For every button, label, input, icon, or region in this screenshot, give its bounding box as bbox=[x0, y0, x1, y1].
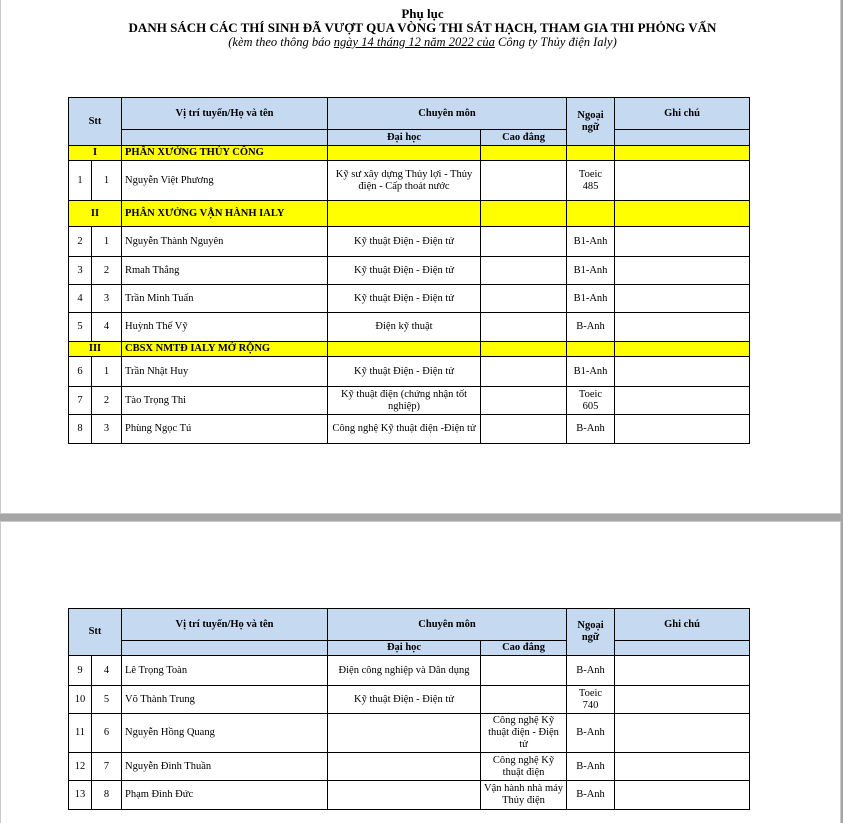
row-sub-number: 7 bbox=[92, 753, 122, 781]
university-specialty: Kỹ thuật Điện - Điện tử bbox=[328, 227, 481, 257]
note bbox=[615, 257, 750, 285]
note bbox=[615, 227, 750, 257]
row-sub-number: 2 bbox=[92, 387, 122, 415]
section-roman-numeral: II bbox=[69, 201, 122, 227]
section-blank bbox=[328, 201, 481, 227]
section-roman-numeral: III bbox=[69, 342, 122, 357]
candidates-table-page-1 bbox=[68, 97, 750, 444]
header-specialty: Chuyên môn bbox=[328, 609, 567, 641]
foreign-language: B-Anh bbox=[567, 313, 615, 342]
college-specialty bbox=[481, 227, 567, 257]
row-number: 1 bbox=[69, 161, 92, 201]
note bbox=[615, 714, 750, 753]
note bbox=[615, 656, 750, 686]
university-specialty: Kỹ sư xây dựng Thủy lợi - Thủy điện - Cấp thoát nước bbox=[328, 161, 481, 201]
section-blank bbox=[567, 146, 615, 161]
table-row bbox=[69, 686, 750, 714]
college-specialty: Công nghệ Kỹ thuật điện - Điện tử bbox=[481, 714, 567, 753]
subtitle-part1: (kèm theo thông báo bbox=[228, 35, 334, 49]
table-row bbox=[69, 415, 750, 444]
college-specialty bbox=[481, 285, 567, 313]
row-sub-number: 2 bbox=[92, 257, 122, 285]
row-sub-number: 3 bbox=[92, 285, 122, 313]
table-row bbox=[69, 781, 750, 810]
header-specialty: Chuyên môn bbox=[328, 98, 567, 130]
header-college: Cao đẳng bbox=[481, 641, 567, 656]
row-number: 13 bbox=[69, 781, 92, 810]
section-blank bbox=[328, 342, 481, 357]
foreign-language: B-Anh bbox=[567, 714, 615, 753]
section-roman-numeral: I bbox=[69, 146, 122, 161]
university-specialty: Kỹ thuật Điện - Điện tử bbox=[328, 686, 481, 714]
section-blank bbox=[481, 201, 567, 227]
row-number: 4 bbox=[69, 285, 92, 313]
college-specialty bbox=[481, 387, 567, 415]
section-blank bbox=[615, 146, 750, 161]
header-position-name: Vị trí tuyển/Họ và tên bbox=[122, 98, 328, 130]
university-specialty: Kỹ thuật Điện - Điện tử bbox=[328, 257, 481, 285]
foreign-language: Toeic 740 bbox=[567, 686, 615, 714]
table-row bbox=[69, 387, 750, 415]
section-blank bbox=[567, 201, 615, 227]
document-title: DANH SÁCH CÁC THÍ SINH ĐÃ VƯỢT QUA VÒNG THI SÁT HẠCH, THAM GIA THI PHỎNG VẤN bbox=[128, 20, 717, 35]
candidate-name: Trần Minh Tuấn bbox=[122, 285, 328, 313]
table-subheader-row bbox=[69, 130, 750, 146]
candidate-name: Nguyễn Thành Nguyên bbox=[122, 227, 328, 257]
university-specialty bbox=[328, 714, 481, 753]
university-specialty bbox=[328, 753, 481, 781]
foreign-language: B-Anh bbox=[567, 415, 615, 444]
row-sub-number: 8 bbox=[92, 781, 122, 810]
note bbox=[615, 781, 750, 810]
header-position-name: Vị trí tuyển/Họ và tên bbox=[122, 609, 328, 641]
header-stt: Stt bbox=[69, 609, 122, 656]
foreign-language: B-Anh bbox=[567, 753, 615, 781]
row-number: 6 bbox=[69, 357, 92, 387]
section-name: PHÂN XƯỞNG VẬN HÀNH IALY bbox=[122, 201, 328, 227]
table-row bbox=[69, 257, 750, 285]
header-university: Đại học bbox=[328, 641, 481, 656]
note bbox=[615, 161, 750, 201]
candidate-name: Phạm Đình Đức bbox=[122, 781, 328, 810]
document-subtitle bbox=[1, 35, 843, 49]
university-specialty: Kỹ thuật điện (chứng nhận tốt nghiệp) bbox=[328, 387, 481, 415]
university-specialty: Điện công nghiệp và Dân dụng bbox=[328, 656, 481, 686]
candidate-name: Tào Trọng Thi bbox=[122, 387, 328, 415]
candidate-name: Trần Nhật Huy bbox=[122, 357, 328, 387]
row-sub-number: 4 bbox=[92, 313, 122, 342]
note bbox=[615, 357, 750, 387]
header-college: Cao đẳng bbox=[481, 130, 567, 146]
subtitle-underlined: ngày 14 tháng 12 năm 2022 của bbox=[333, 35, 495, 49]
college-specialty bbox=[481, 656, 567, 686]
candidate-name: Lê Trọng Toàn bbox=[122, 656, 328, 686]
foreign-language: B1-Anh bbox=[567, 257, 615, 285]
foreign-language: Toeic 485 bbox=[567, 161, 615, 201]
college-specialty bbox=[481, 357, 567, 387]
row-number: 2 bbox=[69, 227, 92, 257]
header-foreign-language: Ngoại ngữ bbox=[567, 609, 615, 656]
foreign-language: B1-Anh bbox=[567, 357, 615, 387]
table-row bbox=[69, 285, 750, 313]
row-sub-number: 1 bbox=[92, 357, 122, 387]
section-blank bbox=[615, 342, 750, 357]
section-row bbox=[69, 342, 750, 357]
table-row bbox=[69, 714, 750, 753]
note bbox=[615, 285, 750, 313]
section-name: PHÂN XƯỞNG THỦY CÔNG bbox=[122, 146, 328, 161]
row-sub-number: 6 bbox=[92, 714, 122, 753]
table-row bbox=[69, 161, 750, 201]
row-sub-number: 1 bbox=[92, 227, 122, 257]
header-notes: Ghi chú bbox=[615, 98, 750, 130]
table-row bbox=[69, 753, 750, 781]
document-page-2 bbox=[0, 521, 841, 823]
document-header bbox=[1, 7, 843, 49]
college-specialty bbox=[481, 257, 567, 285]
table-row bbox=[69, 227, 750, 257]
row-number: 10 bbox=[69, 686, 92, 714]
section-row bbox=[69, 201, 750, 227]
appendix-label: Phụ lục bbox=[401, 6, 444, 21]
section-blank bbox=[615, 201, 750, 227]
row-number: 9 bbox=[69, 656, 92, 686]
note bbox=[615, 313, 750, 342]
row-number: 5 bbox=[69, 313, 92, 342]
header-blank bbox=[122, 641, 328, 656]
table-header-row bbox=[69, 98, 750, 130]
note bbox=[615, 753, 750, 781]
row-sub-number: 3 bbox=[92, 415, 122, 444]
candidate-name: Huỳnh Thế Vỹ bbox=[122, 313, 328, 342]
candidate-name: Nguyễn Hồng Quang bbox=[122, 714, 328, 753]
table-row bbox=[69, 656, 750, 686]
row-number: 11 bbox=[69, 714, 92, 753]
row-number: 8 bbox=[69, 415, 92, 444]
college-specialty bbox=[481, 313, 567, 342]
university-specialty: Kỹ thuật Điện - Điện tử bbox=[328, 285, 481, 313]
university-specialty: Điện kỹ thuật bbox=[328, 313, 481, 342]
foreign-language: Toeic 605 bbox=[567, 387, 615, 415]
note bbox=[615, 387, 750, 415]
header-notes: Ghi chú bbox=[615, 609, 750, 641]
note bbox=[615, 686, 750, 714]
candidate-name: Nguyễn Đình Thuần bbox=[122, 753, 328, 781]
university-specialty: Công nghệ Kỹ thuật điện -Điện tử bbox=[328, 415, 481, 444]
section-blank bbox=[481, 342, 567, 357]
header-foreign-language: Ngoại ngữ bbox=[567, 98, 615, 146]
foreign-language: B1-Anh bbox=[567, 227, 615, 257]
college-specialty: Vận hành nhà máy Thủy điện bbox=[481, 781, 567, 810]
header-notes-blank bbox=[615, 641, 750, 656]
foreign-language: B-Anh bbox=[567, 781, 615, 810]
college-specialty bbox=[481, 415, 567, 444]
subtitle-part2: Công ty Thủy điện Ialy) bbox=[494, 35, 617, 49]
row-sub-number: 1 bbox=[92, 161, 122, 201]
candidate-name: Rmah Thắng bbox=[122, 257, 328, 285]
header-notes-blank bbox=[615, 130, 750, 146]
section-blank bbox=[481, 146, 567, 161]
table-header-row bbox=[69, 609, 750, 641]
foreign-language: B1-Anh bbox=[567, 285, 615, 313]
row-number: 3 bbox=[69, 257, 92, 285]
table-row bbox=[69, 357, 750, 387]
row-sub-number: 5 bbox=[92, 686, 122, 714]
table-subheader-row bbox=[69, 641, 750, 656]
header-blank bbox=[122, 130, 328, 146]
note bbox=[615, 415, 750, 444]
university-specialty: Kỹ thuật Điện - Điện tử bbox=[328, 357, 481, 387]
college-specialty bbox=[481, 161, 567, 201]
row-sub-number: 4 bbox=[92, 656, 122, 686]
row-number: 12 bbox=[69, 753, 92, 781]
candidates-table-page-2 bbox=[68, 608, 750, 810]
header-university: Đại học bbox=[328, 130, 481, 146]
university-specialty bbox=[328, 781, 481, 810]
row-number: 7 bbox=[69, 387, 92, 415]
candidate-name: Võ Thành Trung bbox=[122, 686, 328, 714]
section-row bbox=[69, 146, 750, 161]
table-row bbox=[69, 313, 750, 342]
header-stt: Stt bbox=[69, 98, 122, 146]
candidate-name: Nguyễn Việt Phương bbox=[122, 161, 328, 201]
section-blank bbox=[328, 146, 481, 161]
section-blank bbox=[567, 342, 615, 357]
candidate-name: Phùng Ngọc Tú bbox=[122, 415, 328, 444]
foreign-language: B-Anh bbox=[567, 656, 615, 686]
section-name: CBSX NMTĐ IALY MỞ RỘNG bbox=[122, 342, 328, 357]
college-specialty: Công nghệ Kỹ thuật điện bbox=[481, 753, 567, 781]
college-specialty bbox=[481, 686, 567, 714]
